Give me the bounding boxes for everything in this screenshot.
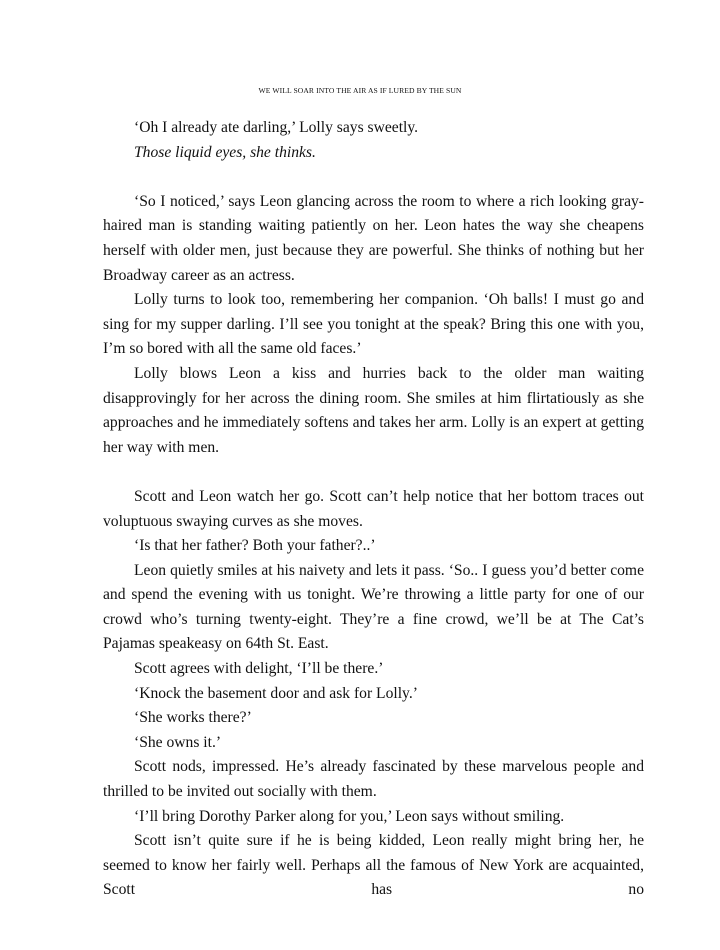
paragraph-those-liquid-eyes: Those liquid eyes, she thinks.	[134, 143, 316, 161]
scene-break	[103, 165, 644, 190]
paragraph-dorothy-parker: ‘I’ll bring Dorothy Parker along for you,’ Leon says without smiling.	[134, 807, 565, 825]
paragraph-scott-nods: Scott nods, impressed. He’s already fascinated by these marvelous people and thrilled to be invited out socially with them.	[103, 758, 644, 801]
running-head: WE WILL SOAR INTO THE AIR AS IF LURED BY THE SUN	[258, 86, 462, 95]
paragraph-oh-i-already-ate: ‘Oh I already ate darling,’ Lolly says sweetly.	[134, 119, 419, 136]
paragraph-leon-quietly-smiles: Leon quietly smiles at his naivety and lets it pass. ‘So.. I guess you’d better come and spend the evening with us tonight. We’re throwing a little party for one of our crowd who’s turning twenty-eight. They’re a fine crowd, we’ll be at The Cat’s Pajamas speakeasy on 64th St. East.	[103, 561, 644, 653]
paragraph-so-i-noticed: ‘So I noticed,’ says Leon glancing across the room to where a rich looking gray-haired man is standing waiting patiently on her. Leon hates the way she cheapens herself with older men, just because they are powerful. She thinks of nothing but her Broadway career as an actress.	[103, 192, 644, 284]
body-text	[103, 116, 644, 903]
paragraph-she-owns-it: ‘She owns it.’	[134, 733, 222, 751]
paragraph-knock-basement-door: ‘Knock the basement door and ask for Lolly.’	[134, 684, 418, 702]
paragraph-scott-and-leon-watch: Scott and Leon watch her go. Scott can’t help notice that her bottom traces out voluptuous swaying curves as she moves.	[103, 487, 644, 530]
paragraph-scott-isnt-sure: Scott isn’t quite sure if he is being kidded, Leon really might bring her, he seemed to know her fairly well. Perhaps all the famous of New York are acquainted, Scott has no	[103, 832, 644, 899]
paragraph-lolly-blows-kiss: Lolly blows Leon a kiss and hurries back to the older man waiting disapprovingly for her across the dining room. She smiles at him flirtatiously as she approaches and he immediately softens and takes her arm. Lolly is an expert at getting her way with men.	[103, 364, 644, 456]
paragraph-she-works-there: ‘She works there?’	[134, 709, 252, 727]
paragraph-lolly-turns: Lolly turns to look too, remembering her companion. ‘Oh balls! I must go and sing for my supper darling. I’ll see you tonight at the speak? Bring this one with you, I’m so bored with all the same old faces.’	[103, 291, 644, 358]
paragraph-scott-agrees: Scott agrees with delight, ‘I’ll be there.’	[134, 660, 384, 678]
scene-break	[103, 460, 644, 485]
paragraph-is-that-her-father: ‘Is that her father? Both your father?..’	[134, 537, 376, 555]
